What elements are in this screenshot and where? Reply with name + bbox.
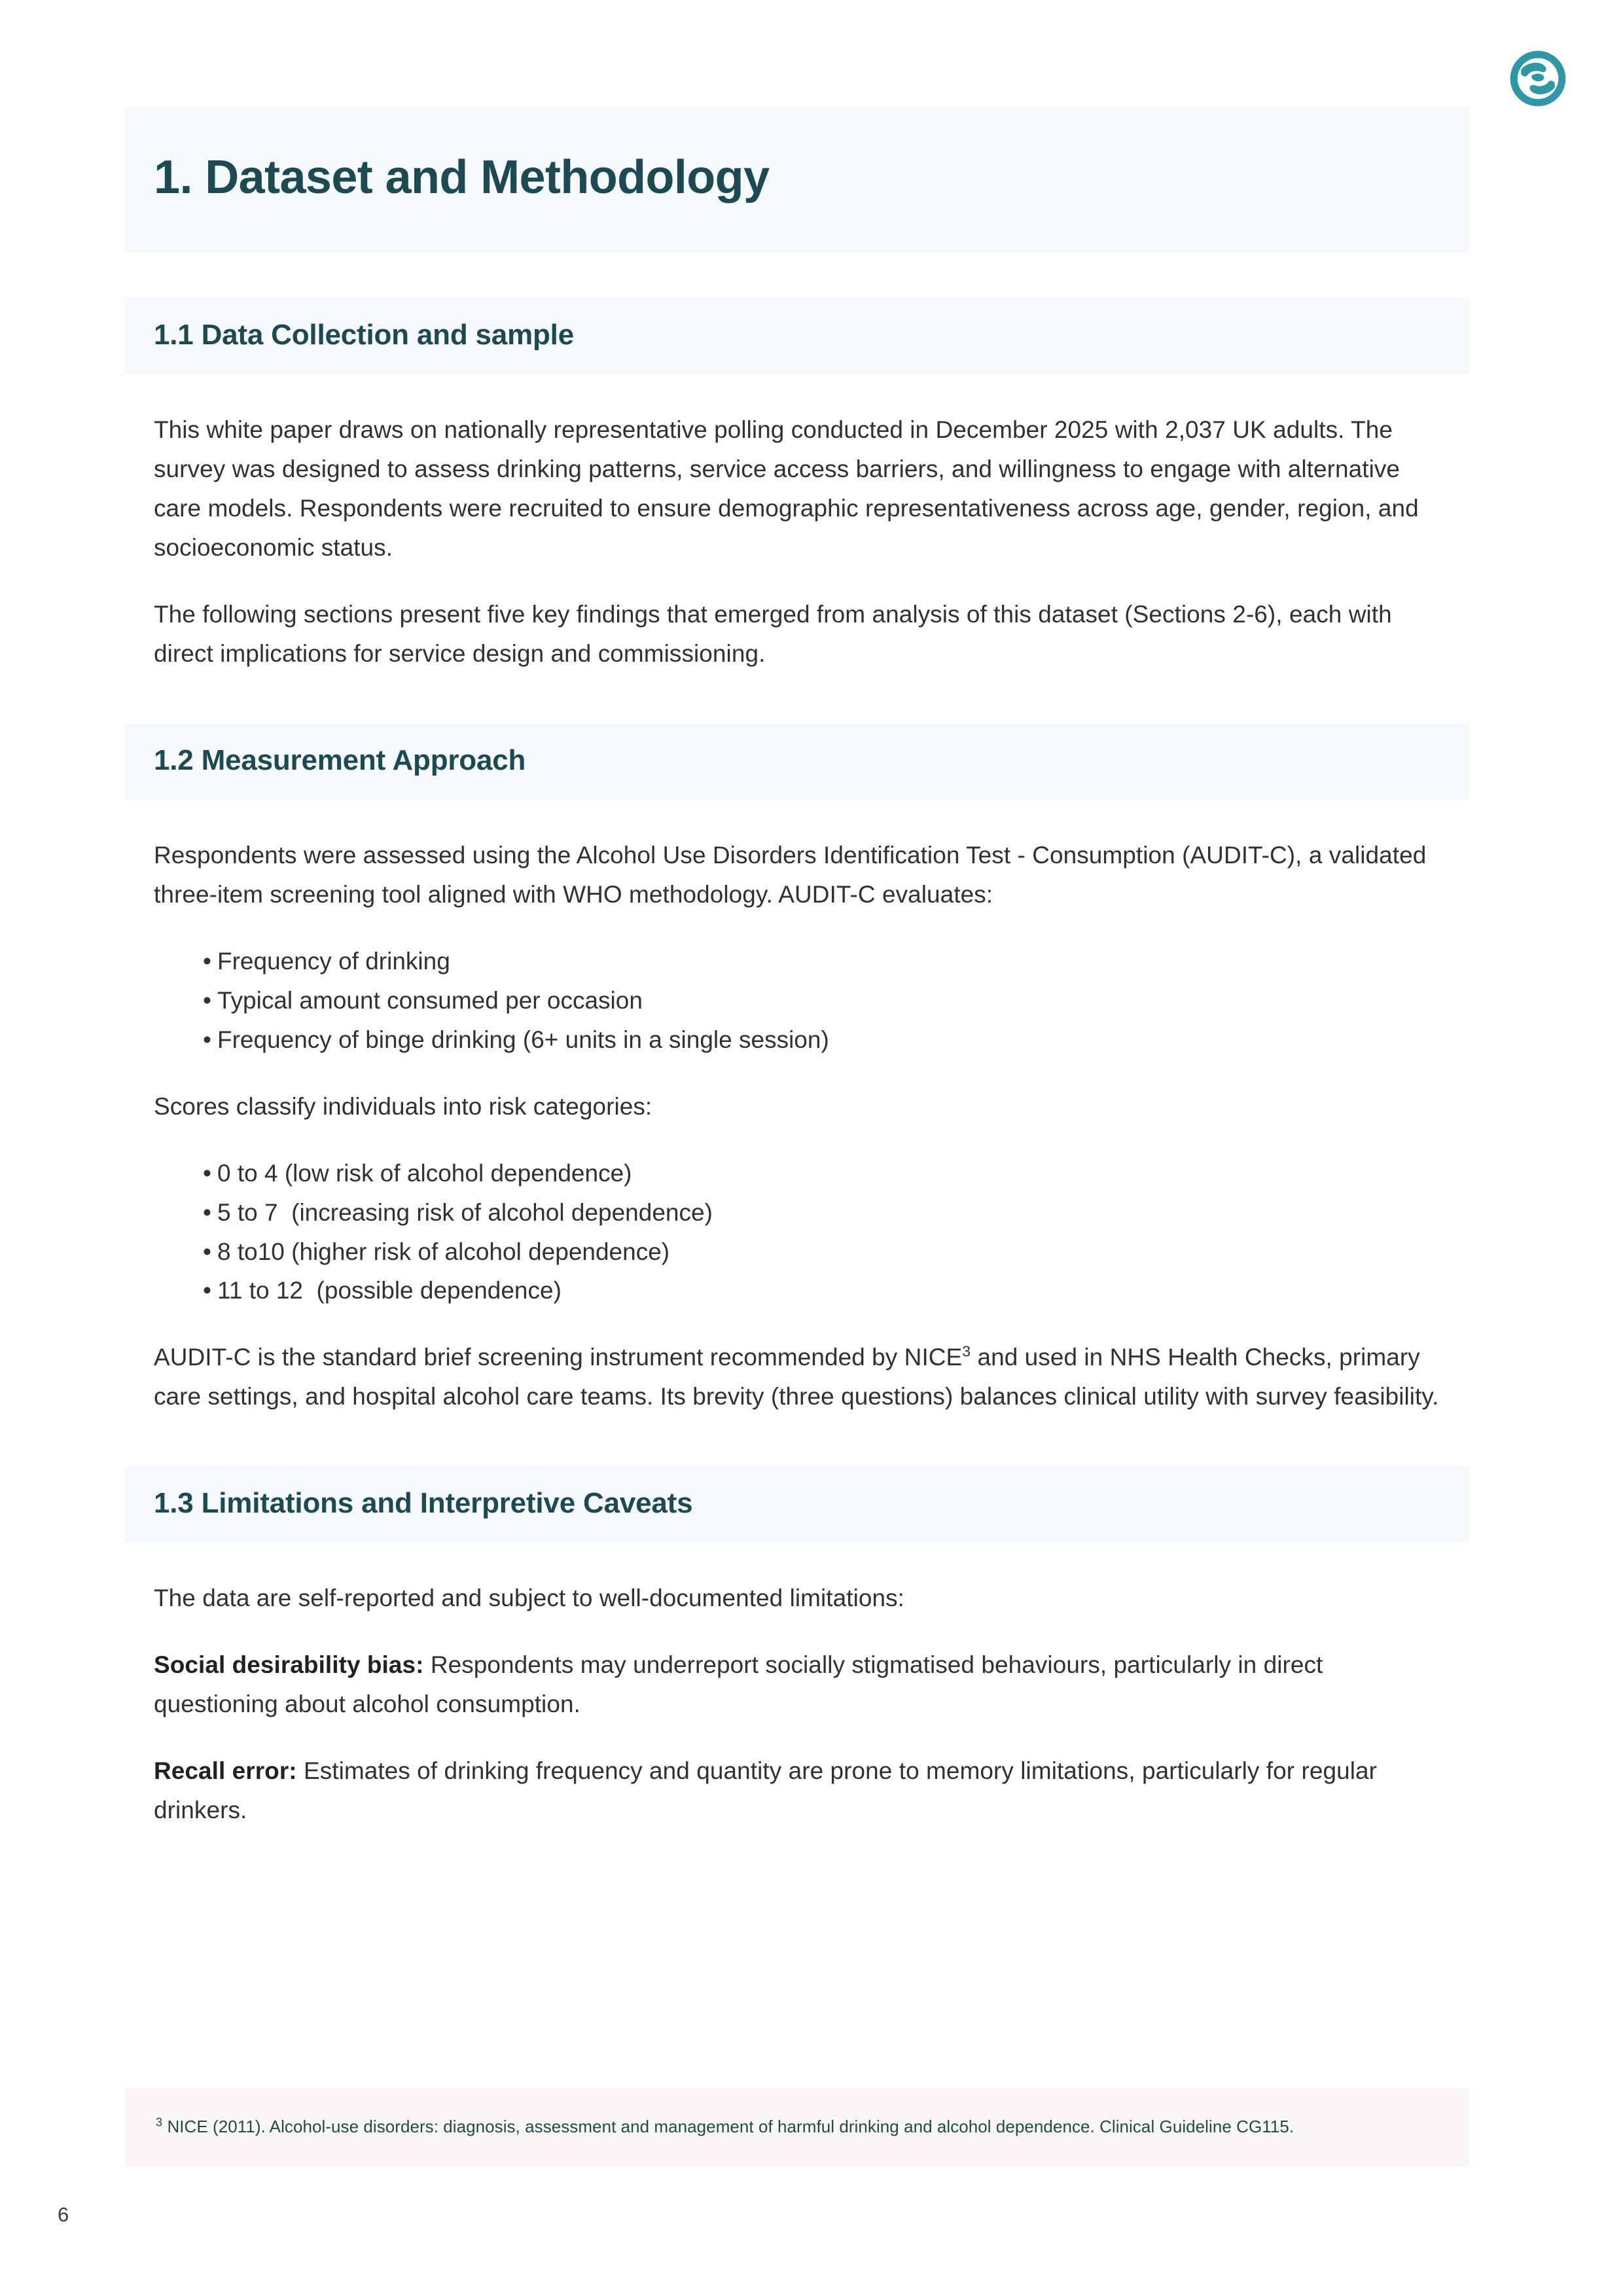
limitation-item-recall-error [154, 1751, 1440, 1830]
spacer [124, 374, 1469, 410]
bullet-dot-icon: • [203, 1159, 211, 1187]
bullet-dot-icon: • [203, 1277, 211, 1304]
section-1-1-body [124, 410, 1469, 673]
paragraph: This white paper draws on nationally representative polling conducted in December 2025 with 2,037 UK adults. The survey was designed to assess drinking patterns, service access barriers, and willingness to engage with alternative care models. Respondents were recruited to ensure demographic representativeness across age, gender, region, and socioeconomic status. [154, 416, 1419, 561]
list-item [203, 1271, 1440, 1310]
limitation-item-social-desirability-bias [154, 1645, 1440, 1724]
section-heading-1-2: 1.2 Measurement Approach [154, 744, 526, 776]
paragraph-text-after-ref: and used in NHS Health Checks, primary care settings, and hospital alcohol care teams. Its brevity (three questions) balances clinical utility with survey feasibility. [154, 1344, 1439, 1410]
spacer [154, 1724, 1440, 1751]
audit-c-evaluates-list [154, 942, 1440, 1060]
bullet-dot-icon: • [203, 1198, 211, 1226]
paragraph: The following sections present five key findings that emerged from analysis of this dataset (Sections 2-6), each with direct implications for service design and commissioning. [154, 600, 1392, 667]
spacer [154, 1126, 1440, 1154]
list-item [203, 1020, 1440, 1060]
section-heading-1-3-band [124, 1466, 1469, 1542]
list-item-label: 11 to 12 (possible dependence) [217, 1277, 562, 1304]
section-1-2-body [124, 836, 1469, 1416]
spacer [124, 1542, 1469, 1579]
bullet-dot-icon: • [203, 1238, 211, 1265]
spacer [154, 1060, 1440, 1087]
spacer [124, 799, 1469, 836]
section-heading-1-3: 1.3 Limitations and Interpretive Caveats [154, 1487, 693, 1520]
footnote-marker: 3 [156, 2115, 163, 2129]
content-column [124, 0, 1469, 1830]
spacer [154, 567, 1440, 595]
spacer [154, 914, 1440, 942]
page-title: 1. Dataset and Methodology [154, 151, 770, 204]
bullet-dot-icon: • [203, 947, 211, 975]
footnote-text [156, 2113, 1438, 2140]
limitation-label: Social desirability bias: [154, 1651, 424, 1679]
paragraph: Scores classify individuals into risk categories: [154, 1092, 652, 1120]
spacer [154, 1310, 1440, 1338]
circular-embrace-logo-icon [1508, 48, 1568, 109]
paragraph-audit-c-closing [154, 1338, 1440, 1416]
list-item [203, 1193, 1440, 1232]
list-item-label: Typical amount consumed per occasion [217, 986, 643, 1014]
document-title-band [124, 107, 1469, 252]
list-item-label: 0 to 4 (low risk of alcohol dependence) [217, 1159, 632, 1187]
list-item-label: 8 to10 (higher risk of alcohol dependence) [217, 1238, 670, 1265]
bullet-dot-icon: • [203, 1026, 211, 1053]
spacer [154, 1618, 1440, 1645]
list-item [203, 942, 1440, 981]
section-heading-1-1-band [124, 298, 1469, 374]
list-item-label: Frequency of drinking [217, 947, 450, 975]
list-item-label: 5 to 7 (increasing risk of alcohol dependence) [217, 1198, 713, 1226]
risk-category-list [154, 1154, 1440, 1311]
list-item [203, 981, 1440, 1020]
limitation-text: Respondents may underreport socially stigmatised behaviours, particularly in direct questioning about alcohol consumption. [154, 1651, 1323, 1718]
list-item [203, 1232, 1440, 1272]
bullet-dot-icon: • [203, 986, 211, 1014]
section-heading-1-1: 1.1 Data Collection and sample [154, 319, 574, 351]
list-item-label: Frequency of binge drinking (6+ units in a single session) [217, 1026, 829, 1053]
paragraph: Respondents were assessed using the Alcohol Use Disorders Identification Test - Consumption (AUDIT-C), a validated three-item screening tool aligned with WHO methodology. AUDIT-C evaluates: [154, 842, 1427, 908]
footnote-box [124, 2088, 1469, 2166]
paragraph-text-before-ref: AUDIT-C is the standard brief screening instrument recommended by NICE [154, 1344, 963, 1371]
limitation-text: Estimates of drinking frequency and quantity are prone to memory limitations, particularly for regular drinkers. [154, 1757, 1377, 1824]
section-1-3-body [124, 1579, 1469, 1830]
section-heading-1-2-band [124, 723, 1469, 799]
page-number: 6 [58, 2203, 69, 2226]
limitation-label: Recall error: [154, 1757, 297, 1785]
list-item [203, 1154, 1440, 1193]
footnote-body: NICE (2011). Alcohol-use disorders: diagnosis, assessment and management of harmful drinking and alcohol dependence. Clinical Guideline CG115. [162, 2117, 1294, 2136]
footnote-reference-marker: 3 [962, 1343, 971, 1361]
paragraph: The data are self-reported and subject to well-documented limitations: [154, 1585, 904, 1612]
